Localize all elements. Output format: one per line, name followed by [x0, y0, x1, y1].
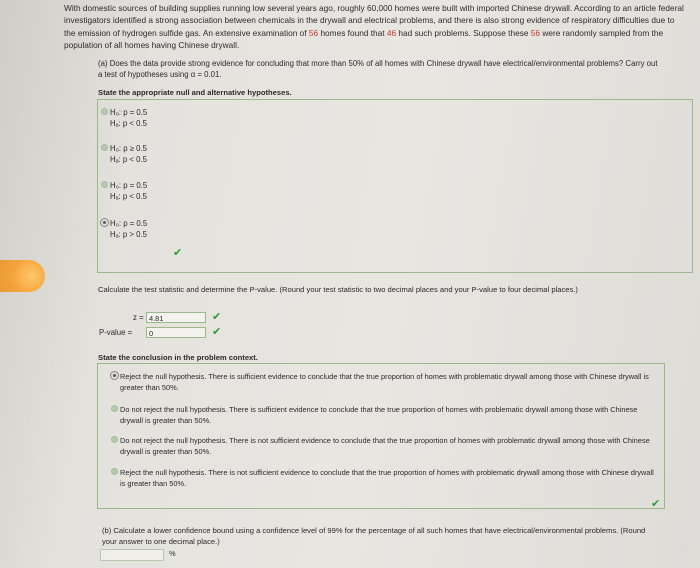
hypothesis-option-3[interactable] [110, 180, 147, 202]
radio-button[interactable] [111, 436, 118, 443]
alternative-hypothesis: Hₐ: p < 0.5 [110, 155, 147, 164]
hypothesis-option-4[interactable] [110, 218, 147, 240]
part-a-question: (a) Does the data provide strong evidence for concluding that more than 50% of all homes with Chinese drywall have electrical/environmental problems? Carry out a test of hypotheses using α = 0.01. [98, 59, 658, 79]
null-hypothesis: H₀: p = 0.5 [110, 108, 148, 117]
intro-number-sample: 56 [308, 27, 319, 38]
conclusion-text: Reject the null hypothesis. There is sufficient evidence to conclude that the true proportion of homes with problematic drywall among those with Chinese drywall is greater than 50%. [120, 372, 649, 392]
hypotheses-prompt: State the appropriate null and alternative hypotheses. [98, 88, 292, 97]
radio-button[interactable] [101, 144, 108, 151]
conclusion-option-3[interactable] [120, 435, 660, 457]
conclusion-option-2[interactable] [120, 404, 660, 426]
orange-tab-marker [0, 260, 45, 292]
radio-button[interactable] [111, 405, 118, 412]
conclusion-option-1[interactable] [120, 371, 660, 393]
correct-check-icon: ✔ [212, 311, 222, 323]
correct-check-icon: ✔ [212, 326, 222, 338]
radio-button[interactable] [111, 468, 118, 475]
calculation-prompt: Calculate the test statistic and determine the P-value. (Round your test statistic to two decimal places and your P-value to four decimal places.) [98, 285, 578, 294]
conclusion-text: Reject the null hypothesis. There is not sufficient evidence to conclude that the true proportion of homes with problematic drywall among those with Chinese drywall is greater than 50%. [120, 468, 654, 488]
hypothesis-option-1[interactable] [110, 107, 147, 129]
correct-check-icon: ✔ [651, 498, 661, 510]
intro-text-3: had such problems. Suppose these [396, 27, 531, 38]
hypotheses-answer-box [97, 99, 693, 273]
intro-number-problems: 46 [386, 27, 397, 38]
intro-text-1: With domestic sources of building supplies running low several years ago, roughly 60,000 homes were built with imported Chinese drywall. According to an article federal investigators identified a strong association between chemicals in the drywall and electrical problems, and there is also strong evidence of respiratory difficulties due to the emission of hydrogen sulfide gas. An extensive examination of [64, 3, 684, 38]
intro-text-2: homes found that [318, 27, 387, 38]
alternative-hypothesis: Hₐ: p < 0.5 [110, 119, 147, 128]
null-hypothesis: H₀: p = 0.5 [110, 181, 148, 190]
hypothesis-option-2[interactable] [110, 143, 147, 165]
p-value-input[interactable]: 0 [146, 327, 206, 338]
null-hypothesis: H₀: p ≥ 0.5 [110, 144, 147, 153]
z-label: z = [133, 313, 144, 322]
p-value-label: P-value = [99, 328, 133, 337]
part-b-question: (b) Calculate a lower confidence bound using a confidence level of 99% for the percentage of all such homes that have electrical/environmental problems. (Round your answer to one decimal place.) [102, 526, 646, 546]
lower-bound-input[interactable] [100, 549, 164, 561]
conclusion-text: Do not reject the null hypothesis. There is not sufficient evidence to conclude that the true proportion of homes with problematic drywall among those with Chinese drywall is greater than 50%. [120, 436, 650, 456]
z-statistic-input[interactable]: 4.81 [146, 312, 206, 323]
radio-button-selected[interactable] [111, 372, 118, 379]
problem-statement [64, 2, 688, 52]
null-hypothesis: H₀: p = 0.5 [110, 219, 148, 228]
radio-button[interactable] [101, 108, 108, 115]
percent-unit: % [169, 549, 176, 558]
conclusion-prompt: State the conclusion in the problem context. [98, 353, 258, 362]
correct-check-icon: ✔ [173, 247, 183, 259]
intro-number-sample-2: 56 [530, 27, 541, 38]
alternative-hypothesis: Hₐ: p < 0.5 [110, 192, 147, 201]
intro-text-4: were randomly sampled from the population of all homes having Chinese drywall. [64, 27, 664, 51]
radio-button-selected[interactable] [101, 219, 108, 226]
conclusion-option-4[interactable] [120, 467, 660, 489]
alternative-hypothesis: Hₐ: p > 0.5 [110, 230, 147, 239]
radio-button[interactable] [101, 181, 108, 188]
conclusion-text: Do not reject the null hypothesis. There is sufficient evidence to conclude that the true proportion of homes with problematic drywall among those with Chinese drywall is greater than 50%. [120, 405, 638, 425]
